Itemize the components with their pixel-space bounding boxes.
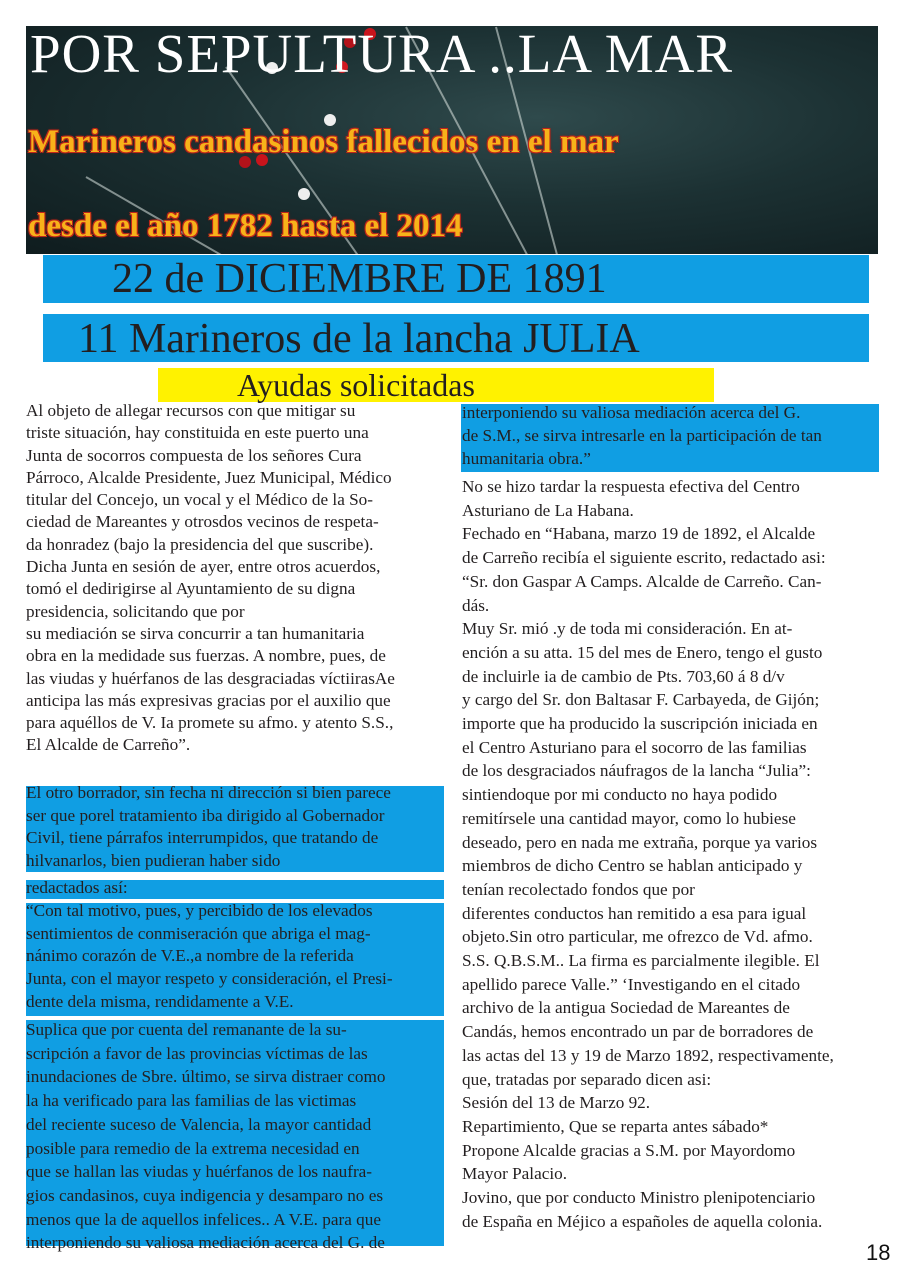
text-line: miembros de dicho Centro se hablan anticipado y xyxy=(462,856,803,876)
section-heading-bar xyxy=(158,368,714,402)
text-line: remitírsele una cantidad mayor, como lo hubiese xyxy=(462,808,796,828)
text-line: presidencia, solicitando que por xyxy=(26,601,245,621)
text-line: El Alcalde de Carreño”. xyxy=(26,735,191,755)
text-line: sintiendoque por mi conducto no haya podido xyxy=(462,785,778,805)
text-line: Párroco, Alcalde Presidente, Juez Municipal, Médico xyxy=(26,467,392,487)
header-banner xyxy=(26,26,878,254)
text-line: ser que porel tratamiento iba dirigido al Gobernador xyxy=(26,805,385,825)
text-line: objeto.Sin otro particular, me ofrezco de Vd. afmo. xyxy=(462,927,813,947)
text-line: “Sr. don Gaspar A Camps. Alcalde de Carreño. Can- xyxy=(462,571,822,591)
left-paragraph xyxy=(26,400,395,757)
date-heading: 22 de DICIEMBRE DE 1891 xyxy=(112,256,607,302)
text-line: y cargo del Sr. don Baltasar F. Carbayeda, de Gijón; xyxy=(462,690,820,710)
text-line: su mediación se sirva concurrir a tan humanitaria xyxy=(26,623,365,643)
text-line: la ha verificado para las familias de las victimas xyxy=(26,1091,357,1111)
text-line: ciedad de Mareantes y otrosdos vecinos de respeta- xyxy=(26,512,379,532)
text-line: importe que ha producido la suscripción iniciada en xyxy=(462,714,818,734)
text-line: Suplica que por cuenta del remanante de la su- xyxy=(26,1020,347,1039)
text-line: nánimo corazón de V.E.,a nombre de la referida xyxy=(26,946,354,966)
text-line: tomó el dedirigirse al Ayuntamiento de su digna xyxy=(26,579,356,599)
left-highlighted-paragraph xyxy=(26,900,393,1014)
text-line: las viudas y huérfanos de las desgraciadas víctiirasAe xyxy=(26,668,395,688)
text-line: Junta, con el mayor respeto y consideración, el Presi- xyxy=(26,969,393,989)
text-line: Fechado en “Habana, marzo 19 de 1892, el Alcalde xyxy=(462,524,816,544)
text-line: de Carreño recibía el siguiente escrito, redactado asi: xyxy=(462,548,826,568)
text-line: del reciente suceso de Valencia, la mayor cantidad xyxy=(26,1114,372,1134)
text-line: diferentes conductos han remitido a esa para igual xyxy=(462,903,807,923)
text-line: las actas del 13 y 19 de Marzo 1892, respectivamente, xyxy=(462,1045,834,1065)
text-line: redactados así: xyxy=(26,878,128,897)
text-line: Sesión del 13 de Marzo 92. xyxy=(462,1093,651,1113)
text-line: de España en Méjico a españoles de aquella colonia. xyxy=(462,1211,823,1231)
text-line: deseado, pero en nada me extraña, porque ya varios xyxy=(462,832,818,852)
left-highlighted-paragraph xyxy=(26,782,391,873)
text-line: inundaciones de Sbre. último, se sirva distraer como xyxy=(26,1067,386,1087)
text-line: triste situación, hay constituida en este puerto una xyxy=(26,423,369,443)
text-line: humanitaria obra.” xyxy=(462,449,591,468)
text-line: “Con tal motivo, pues, y percibido de los elevados xyxy=(26,901,373,920)
banner-subtitle: Marineros candasinos fallecidos en el mar xyxy=(28,124,619,160)
text-line: Dicha Junta en sesión de ayer, entre otros acuerdos, xyxy=(26,557,381,577)
text-line: dente dela misma, rendidamente a V.E. xyxy=(26,991,294,1011)
text-line: S.S. Q.B.S.M.. La firma es parcialmente ilegible. El xyxy=(462,951,820,971)
banner-date-range: desde el año 1782 hasta el 2014 xyxy=(28,208,463,244)
text-line: hilvanarlos, bien pudieran haber sido xyxy=(26,851,281,871)
text-line: el Centro Asturiano para el socorro de las familias xyxy=(462,737,807,757)
text-line: que, tratadas por separado dicen asi: xyxy=(462,1069,712,1089)
text-line: tenían recolectado fondos que por xyxy=(462,879,695,899)
text-line: menos que la de aquellos infelices.. A V.E. para que xyxy=(26,1209,381,1229)
text-line: que se hallan las viudas y huérfanos de los naufra- xyxy=(26,1162,373,1182)
text-line: de incluirle ia de cambio de Pts. 703,60 á 8 d/v xyxy=(462,666,785,686)
text-line: titular del Concejo, un vocal y el Médico de la So- xyxy=(26,490,373,510)
text-line: obra en la medidade sus fuerzas. A nombre, pues, de xyxy=(26,646,386,666)
text-line: posible para remedio de la extrema necesidad en xyxy=(26,1138,360,1158)
text-line: El otro borrador, sin fecha ni dirección si bien parece xyxy=(26,783,391,802)
text-line: Repartimiento, Que se reparta antes sábado* xyxy=(462,1116,769,1136)
text-line: Al objeto de allegar recursos con que mitigar su xyxy=(26,401,356,420)
text-line: Propone Alcalde gracias a S.M. por Mayordomo xyxy=(462,1140,796,1160)
text-line: dás. xyxy=(462,595,490,615)
left-highlighted-paragraph xyxy=(26,877,128,900)
text-line: de S.M., se sirva intresarle en la participación de tan xyxy=(462,426,822,445)
text-line: de los desgraciados náufragos de la lancha “Julia”: xyxy=(462,761,811,781)
text-line: Jovino, que por conducto Ministro plenipotenciario xyxy=(462,1188,816,1208)
right-highlighted-paragraph xyxy=(462,401,822,470)
section-heading: Ayudas solicitadas xyxy=(237,367,475,403)
text-line: Junta de socorros compuesta de los señores Cura xyxy=(26,445,362,465)
text-line: anticipa las más expresivas gracias por el auxilio que xyxy=(26,690,391,710)
white-flower-decoration xyxy=(298,188,310,200)
text-line: interponiendo su valiosa mediación acerca del G. xyxy=(462,403,801,422)
text-line: ención a su atta. 15 del mes de Enero, tengo el gusto xyxy=(462,642,823,662)
page-number: 18 xyxy=(866,1240,891,1265)
text-line: sentimientos de conmiseración que abriga el mag- xyxy=(26,923,371,943)
text-line: apellido parece Valle.” ‘Investigando en el citado xyxy=(462,974,801,994)
right-paragraph xyxy=(462,475,834,1234)
text-line: da honradez (bajo la presidencia del que suscribe). xyxy=(26,534,374,554)
boat-heading-bar xyxy=(43,314,869,362)
text-line: Asturiano de La Habana. xyxy=(462,500,634,520)
text-line: gios candasinos, cuya indigencia y desamparo no es xyxy=(26,1185,384,1205)
text-line: No se hizo tardar la respuesta efectiva del Centro xyxy=(462,477,800,496)
date-heading-bar xyxy=(43,255,869,303)
text-line: para aquéllos de V. Ia promete su afmo. y atento S.S., xyxy=(26,713,394,733)
boat-heading: 11 Marineros de la lancha JULIA xyxy=(78,316,640,362)
text-line: Muy Sr. mió .y de toda mi consideración. En at- xyxy=(462,619,793,639)
text-line: Civil, tiene párrafos interrumpidos, que tratando de xyxy=(26,828,379,848)
text-line: archivo de la antigua Sociedad de Mareantes de xyxy=(462,998,790,1018)
text-line: scripción a favor de las provincias víctimas de las xyxy=(26,1043,368,1063)
banner-title: POR SEPULTURA ..LA MAR xyxy=(30,26,734,84)
left-highlighted-paragraph xyxy=(26,1018,385,1255)
text-line: interponiendo su valiosa mediación acerca del G. de xyxy=(26,1233,385,1253)
text-line: Mayor Palacio. xyxy=(462,1164,568,1184)
text-line: Candás, hemos encontrado un par de borradores de xyxy=(462,1022,814,1042)
